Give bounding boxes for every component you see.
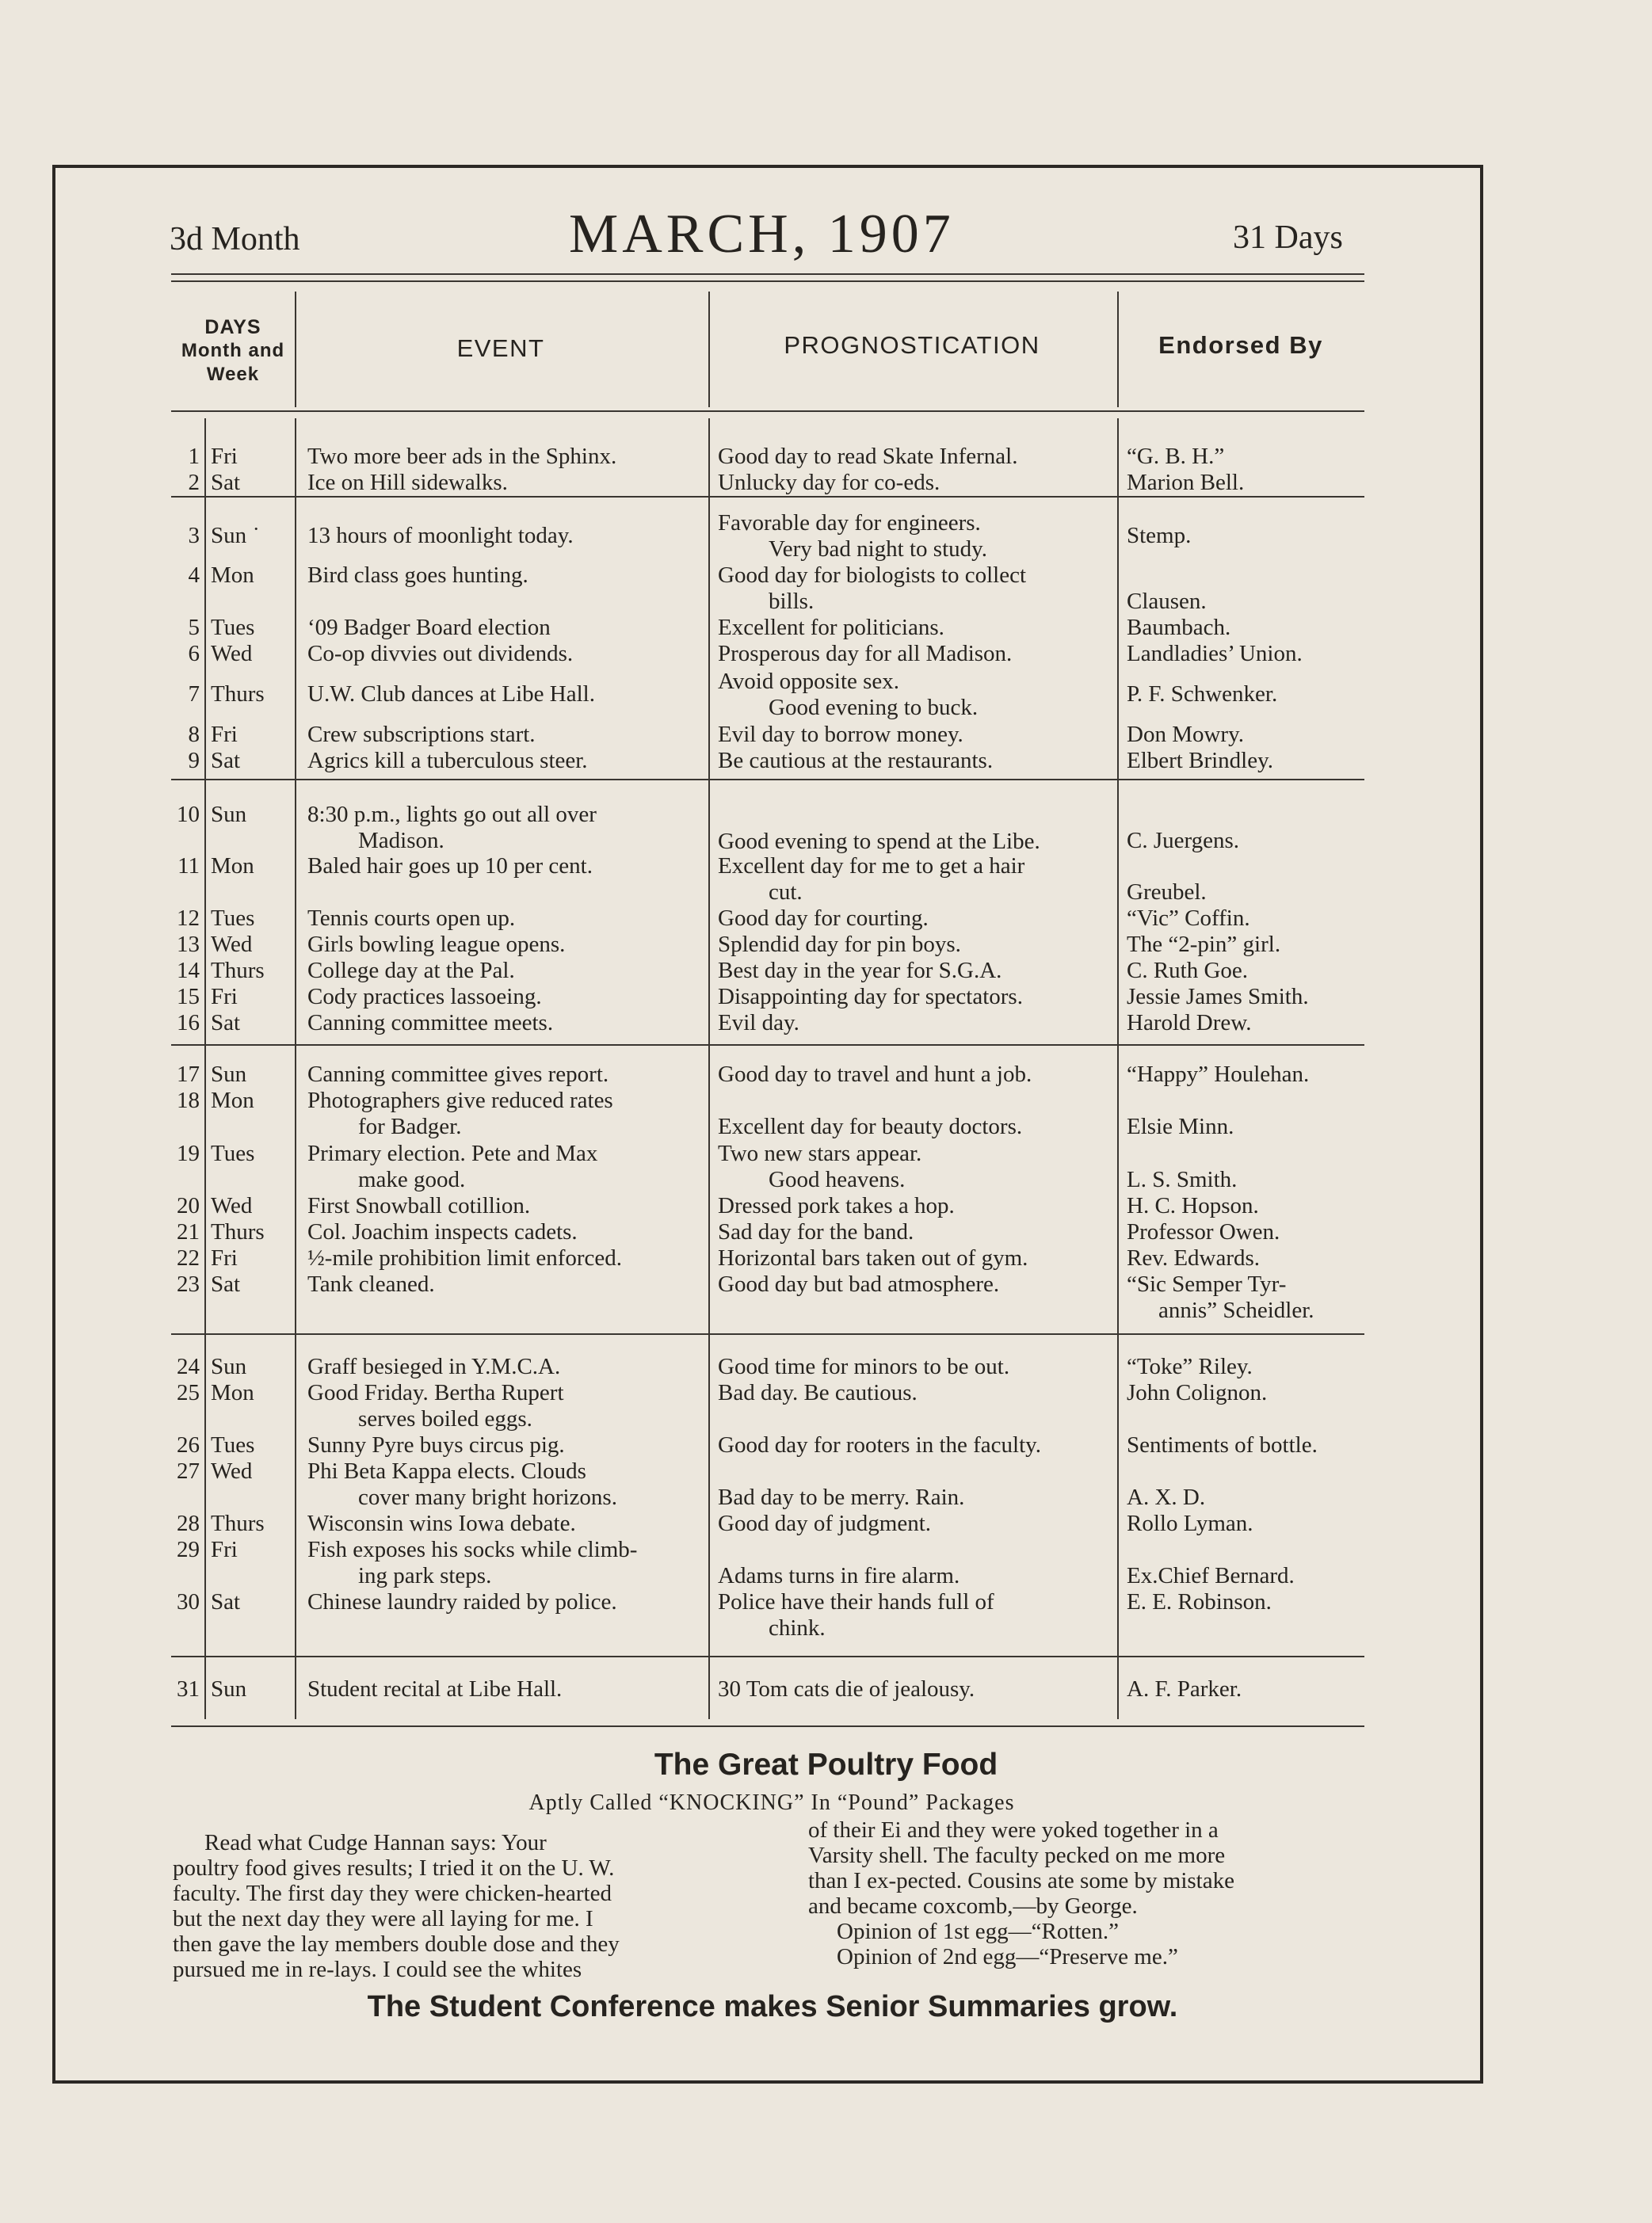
column-divider <box>295 292 296 407</box>
week-separator-rule <box>171 1044 1364 1046</box>
week-separator-rule <box>171 1333 1364 1335</box>
event-text: First Snowball cotillion. <box>307 1193 531 1218</box>
day-number: 28 <box>177 1511 200 1536</box>
day-number: 27 <box>177 1458 200 1484</box>
endorsed-by-text: A. F. Parker. <box>1127 1676 1242 1702</box>
prognostication-text: Be cautious at the restaurants. <box>718 748 994 773</box>
event-text: Phi Beta Kappa elects. Clouds <box>307 1458 586 1484</box>
endorsed-by-text: Baumbach. <box>1127 615 1231 640</box>
advert-right-line: of their Ei and they were yoked together in a <box>808 1817 1219 1843</box>
prognostication-text: Excellent day for me to get a hair <box>718 853 1025 879</box>
day-number: 3 <box>188 523 200 548</box>
prognostication-text: Prosperous day for all Madison. <box>718 641 1013 666</box>
prognostication-text: Good evening to spend at the Libe. <box>718 829 1040 854</box>
weekday: Sun <box>211 802 247 827</box>
endorsed-by-text: Professor Owen. <box>1127 1219 1280 1245</box>
event-text: Fish exposes his socks while climb- <box>307 1537 638 1562</box>
weekday: Sat <box>211 1589 241 1615</box>
endorsed-by-text: “Vic” Coffin. <box>1127 906 1250 931</box>
weekday: Sun ˙ <box>211 523 261 548</box>
day-number: 6 <box>188 641 200 666</box>
endorsed-by-text: Stemp. <box>1127 523 1192 548</box>
table-bottom-rule <box>171 1725 1364 1727</box>
prognostication-text: Two new stars appear. <box>718 1141 922 1166</box>
weekday: Sat <box>211 470 241 495</box>
endorsed-by-text: Jessie James Smith. <box>1127 984 1309 1009</box>
endorsed-by-text: “G. B. H.” <box>1127 444 1225 469</box>
event-text: Baled hair goes up 10 per cent. <box>307 853 593 879</box>
day-number: 29 <box>177 1537 200 1562</box>
prognostication-text-cont: Good evening to buck. <box>769 695 979 720</box>
weekday: Fri <box>211 722 238 747</box>
day-number: 1 <box>188 444 200 469</box>
weekday: Sun <box>211 1354 247 1379</box>
endorsed-by-text: Harold Drew. <box>1127 1010 1252 1035</box>
advert-left-line: poultry food gives results; I tried it on the U. W. <box>173 1855 615 1881</box>
weekday: Fri <box>211 444 238 469</box>
event-text: Graff besieged in Y.M.C.A. <box>307 1354 561 1379</box>
event-text: Girls bowling league opens. <box>307 932 566 957</box>
event-text-cont: for Badger. <box>358 1114 462 1139</box>
prognostication-text: 30 Tom cats die of jealousy. <box>718 1676 975 1702</box>
column-head-rule <box>171 410 1364 412</box>
day-number: 9 <box>188 748 200 773</box>
endorsed-by-text: L. S. Smith. <box>1127 1167 1238 1192</box>
weekday: Mon <box>211 562 254 588</box>
weekday: Sun <box>211 1062 247 1087</box>
advert-left-line: but the next day they were all laying for me. I <box>173 1906 593 1931</box>
prognostication-text: Evil day. <box>718 1010 799 1035</box>
day-number: 7 <box>188 681 200 707</box>
prognostication-text: Good time for minors to be out. <box>718 1354 1010 1379</box>
endorsed-by-text: Ex.Chief Bernard. <box>1127 1563 1295 1588</box>
day-number: 21 <box>177 1219 200 1245</box>
column-divider <box>708 418 710 1719</box>
event-text: Canning committee meets. <box>307 1010 554 1035</box>
col-head-days-line3: Week <box>206 364 260 385</box>
day-number: 14 <box>177 958 200 983</box>
endorsed-by-text: Don Mowry. <box>1127 722 1244 747</box>
prognostication-text: Unlucky day for co-eds. <box>718 470 940 495</box>
event-text: Ice on Hill sidewalks. <box>307 470 508 495</box>
endorsed-by-text: A. X. D. <box>1127 1485 1206 1510</box>
weekday: Fri <box>211 1245 238 1271</box>
week-separator-rule <box>171 496 1364 498</box>
prognostication-text: Sad day for the band. <box>718 1219 914 1245</box>
weekday: Sat <box>211 1272 241 1297</box>
weekday: Fri <box>211 984 238 1009</box>
event-text: Tank cleaned. <box>307 1272 435 1297</box>
weekday: Mon <box>211 853 254 879</box>
endorsed-by-text-cont: annis” Scheidler. <box>1158 1298 1314 1323</box>
endorsed-by-text: Elsie Minn. <box>1127 1114 1234 1139</box>
advert-right-line: Opinion of 2nd egg—“Preserve me.” <box>837 1944 1178 1969</box>
day-number: 23 <box>177 1272 200 1297</box>
page-title: MARCH, 1907 <box>569 204 955 265</box>
col-head-endorsed: Endorsed By <box>1158 331 1323 359</box>
day-number: 11 <box>177 853 200 879</box>
col-head-days <box>173 315 293 387</box>
prognostication-text-cont: Good heavens. <box>769 1167 906 1192</box>
day-number: 8 <box>188 722 200 747</box>
advert-left-line: faculty. The first day they were chicken-hearted <box>173 1881 612 1906</box>
day-number: 12 <box>177 906 200 931</box>
weekday: Wed <box>211 1193 253 1218</box>
column-divider <box>1117 418 1119 1719</box>
column-divider <box>708 292 710 407</box>
prognostication-text: Bad day to be merry. Rain. <box>718 1485 965 1510</box>
event-text: ‘09 Badger Board election <box>307 615 551 640</box>
prognostication-text: Good day to read Skate Infernal. <box>718 444 1018 469</box>
week-separator-rule <box>171 1656 1364 1657</box>
prognostication-text: Adams turns in fire alarm. <box>718 1563 960 1588</box>
prognostication-text: Best day in the year for S.G.A. <box>718 958 1002 983</box>
prognostication-text: Splendid day for pin boys. <box>718 932 961 957</box>
day-number: 17 <box>177 1062 200 1087</box>
event-text-cont: serves boiled eggs. <box>358 1406 532 1432</box>
event-text: Cody practices lassoeing. <box>307 984 542 1009</box>
event-text-cont: make good. <box>358 1167 466 1192</box>
event-text: College day at the Pal. <box>307 958 515 983</box>
day-number: 2 <box>188 470 200 495</box>
event-text-cont: cover many bright horizons. <box>358 1485 617 1510</box>
weekday: Wed <box>211 1458 253 1484</box>
weekday: Thurs <box>211 1219 265 1245</box>
column-divider <box>204 418 206 1719</box>
weekday: Tues <box>211 1432 255 1458</box>
endorsed-by-text: “Toke” Riley. <box>1127 1354 1253 1379</box>
advert-left-line: then gave the lay members double dose and they <box>173 1931 620 1957</box>
weekday: Mon <box>211 1380 254 1405</box>
day-number: 31 <box>177 1676 200 1702</box>
day-number: 30 <box>177 1589 200 1615</box>
event-text: Chinese laundry raided by police. <box>307 1589 617 1615</box>
event-text: Two more beer ads in the Sphinx. <box>307 444 617 469</box>
day-number: 4 <box>188 562 200 588</box>
event-text: 8:30 p.m., lights go out all over <box>307 802 597 827</box>
event-text: Canning committee gives report. <box>307 1062 609 1087</box>
event-text: Wisconsin wins Iowa debate. <box>307 1511 576 1536</box>
col-head-prognostication: PROGNOSTICATION <box>784 331 1040 359</box>
prognostication-text: Good day of judgment. <box>718 1511 932 1536</box>
endorsed-by-text: Marion Bell. <box>1127 470 1245 495</box>
day-number: 13 <box>177 932 200 957</box>
advert-right-line: than I ex-pected. Cousins ate some by mistake <box>808 1868 1234 1893</box>
weekday: Tues <box>211 615 255 640</box>
day-number: 24 <box>177 1354 200 1379</box>
advert-right-line: and became coxcomb,—by George. <box>808 1893 1138 1919</box>
endorsed-by-text: E. E. Robinson. <box>1127 1589 1272 1615</box>
weekday: Tues <box>211 906 255 931</box>
prognostication-text: Good day but bad atmosphere. <box>718 1272 1000 1297</box>
endorsed-by-text: H. C. Hopson. <box>1127 1193 1259 1218</box>
prognostication-text-cont: bills. <box>769 589 815 614</box>
event-text: Bird class goes hunting. <box>307 562 528 588</box>
event-text: U.W. Club dances at Libe Hall. <box>307 681 595 707</box>
weekday: Sat <box>211 748 241 773</box>
day-number: 19 <box>177 1141 200 1166</box>
closing-slogan: The Student Conference makes Senior Summaries grow. <box>367 1990 1178 2023</box>
advert-left-line: pursued me in re-lays. I could see the whites <box>173 1957 582 1982</box>
endorsed-by-text: C. Ruth Goe. <box>1127 958 1249 983</box>
endorsed-by-text: The “2-pin” girl. <box>1127 932 1281 957</box>
endorsed-by-text: Greubel. <box>1127 879 1207 905</box>
weekday: Thurs <box>211 681 265 707</box>
event-text: Co-op divvies out dividends. <box>307 641 574 666</box>
weekday: Tues <box>211 1141 255 1166</box>
day-number: 18 <box>177 1088 200 1113</box>
advert-left-line: Read what Cudge Hannan says: Your <box>204 1830 547 1855</box>
column-divider <box>1117 292 1119 407</box>
event-text: Good Friday. Bertha Rupert <box>307 1380 564 1405</box>
endorsed-by-text: John Colignon. <box>1127 1380 1268 1405</box>
prognostication-text-cont: Very bad night to study. <box>769 536 988 562</box>
event-text: Sunny Pyre buys circus pig. <box>307 1432 565 1458</box>
advert-subtitle: Aptly Called “KNOCKING” In “Pound” Packages <box>528 1790 1015 1815</box>
weekday: Sun <box>211 1676 247 1702</box>
col-head-days-line1: DAYS <box>204 316 261 338</box>
day-number: 15 <box>177 984 200 1009</box>
event-text-cont: ing park steps. <box>358 1563 492 1588</box>
endorsed-by-text: Elbert Brindley. <box>1127 748 1273 773</box>
prognostication-text-cont: cut. <box>769 879 803 905</box>
event-text: Student recital at Libe Hall. <box>307 1676 563 1702</box>
prognostication-text-cont: chink. <box>769 1615 826 1641</box>
col-head-event: EVENT <box>456 334 545 362</box>
endorsed-by-text: Landladies’ Union. <box>1127 641 1303 666</box>
col-head-days-line2: Month and <box>181 340 285 361</box>
event-text: Agrics kill a tuberculous steer. <box>307 748 588 773</box>
month-number: 3d Month <box>170 221 300 257</box>
prognostication-text: Excellent for politicians. <box>718 615 944 640</box>
endorsed-by-text: “Sic Semper Tyr- <box>1127 1272 1287 1297</box>
prognostication-text: Dressed pork takes a hop. <box>718 1193 955 1218</box>
event-text: Primary election. Pete and Max <box>307 1141 598 1166</box>
day-number: 22 <box>177 1245 200 1271</box>
weekday: Mon <box>211 1088 254 1113</box>
weekday: Thurs <box>211 1511 265 1536</box>
week-separator-rule <box>171 779 1364 780</box>
event-text: Photographers give reduced rates <box>307 1088 613 1113</box>
weekday: Thurs <box>211 958 265 983</box>
endorsed-by-text: Sentiments of bottle. <box>1127 1432 1318 1458</box>
day-number: 20 <box>177 1193 200 1218</box>
prognostication-text: Disappointing day for spectators. <box>718 984 1023 1009</box>
event-text-cont: Madison. <box>358 828 444 853</box>
endorsed-by-text: Rollo Lyman. <box>1127 1511 1253 1536</box>
prognostication-text: Favorable day for engineers. <box>718 510 981 536</box>
column-divider <box>295 418 296 1719</box>
header-rule-bottom <box>171 280 1364 282</box>
event-text: Col. Joachim inspects cadets. <box>307 1219 578 1245</box>
prognostication-text: Avoid opposite sex. <box>718 669 900 694</box>
prognostication-text: Bad day. Be cautious. <box>718 1380 918 1405</box>
header-rule-top <box>171 273 1364 275</box>
day-number: 10 <box>177 802 200 827</box>
prognostication-text: Police have their hands full of <box>718 1589 994 1615</box>
event-text: ½-mile prohibition limit enforced. <box>307 1245 623 1271</box>
days-total: 31 Days <box>1233 219 1343 256</box>
weekday: Wed <box>211 641 253 666</box>
prognostication-text: Good day for rooters in the faculty. <box>718 1432 1042 1458</box>
advert-right-line: Opinion of 1st egg—“Rotten.” <box>837 1919 1120 1944</box>
endorsed-by-text: Clausen. <box>1127 589 1207 614</box>
event-text: 13 hours of moonlight today. <box>307 523 574 548</box>
advert-title: The Great Poultry Food <box>654 1748 998 1782</box>
prognostication-text: Good day for courting. <box>718 906 929 931</box>
day-number: 16 <box>177 1010 200 1035</box>
event-text: Crew subscriptions start. <box>307 722 536 747</box>
endorsed-by-text: Rev. Edwards. <box>1127 1245 1261 1271</box>
day-number: 25 <box>177 1380 200 1405</box>
prognostication-text: Horizontal bars taken out of gym. <box>718 1245 1028 1271</box>
weekday: Wed <box>211 932 253 957</box>
endorsed-by-text: P. F. Schwenker. <box>1127 681 1278 707</box>
prognostication-text: Good day to travel and hunt a job. <box>718 1062 1032 1087</box>
event-text: Tennis courts open up. <box>307 906 516 931</box>
advert-right-line: Varsity shell. The faculty pecked on me more <box>808 1843 1226 1868</box>
endorsed-by-text: C. Juergens. <box>1127 828 1240 853</box>
day-number: 26 <box>177 1432 200 1458</box>
weekday: Fri <box>211 1537 238 1562</box>
prognostication-text: Good day for biologists to collect <box>718 562 1027 588</box>
prognostication-text: Evil day to borrow money. <box>718 722 963 747</box>
prognostication-text: Excellent day for beauty doctors. <box>718 1114 1023 1139</box>
weekday: Sat <box>211 1010 241 1035</box>
day-number: 5 <box>188 615 200 640</box>
endorsed-by-text: “Happy” Houlehan. <box>1127 1062 1310 1087</box>
